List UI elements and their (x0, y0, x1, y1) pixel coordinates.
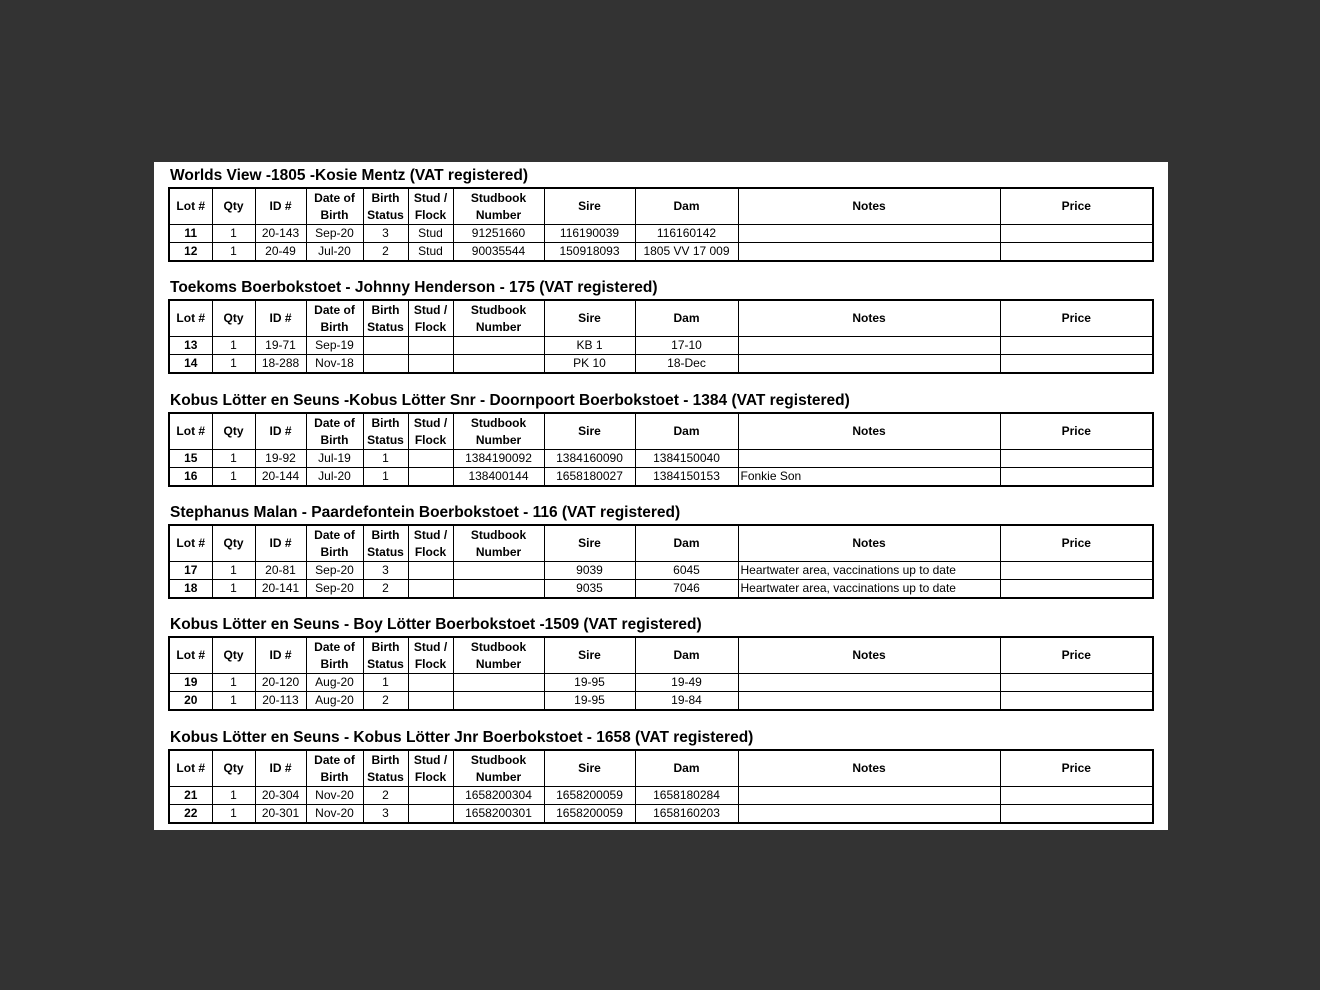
column-header-id-number: ID # (255, 525, 306, 562)
cell-qty: 1 (212, 337, 255, 355)
cell-id-number: 20-143 (255, 225, 306, 243)
cell-stud-flock (408, 450, 453, 468)
cell-dam: 1384150153 (635, 468, 738, 487)
cell-qty: 1 (212, 805, 255, 824)
cell-notes: Heartwater area, vaccinations up to date (738, 562, 1000, 580)
cell-id-number: 19-71 (255, 337, 306, 355)
column-header-price: Price (1000, 637, 1153, 674)
cell-id-number: 20-113 (255, 692, 306, 711)
column-header-studbook-number: Studbook Number (453, 637, 544, 674)
cell-price (1000, 450, 1153, 468)
table-row (169, 355, 1153, 374)
cell-stud-flock: Stud (408, 243, 453, 262)
column-header-dam: Dam (635, 413, 738, 450)
cell-dam: 19-84 (635, 692, 738, 711)
cell-stud-flock (408, 787, 453, 805)
cell-studbook-number: 90035544 (453, 243, 544, 262)
cell-sire: 9035 (544, 580, 635, 599)
cell-sire: 1384160090 (544, 450, 635, 468)
column-header-sire: Sire (544, 300, 635, 337)
cell-sire: 116190039 (544, 225, 635, 243)
cell-dam: 19-49 (635, 674, 738, 692)
table-row (169, 243, 1153, 262)
table-row (169, 692, 1153, 711)
cell-id-number: 20-304 (255, 787, 306, 805)
table-header-row (169, 637, 1153, 674)
cell-studbook-number: 1658200301 (453, 805, 544, 824)
cell-id-number: 20-301 (255, 805, 306, 824)
cell-lot-number: 16 (169, 468, 212, 487)
cell-id-number: 19-92 (255, 450, 306, 468)
column-header-stud-flock: Stud / Flock (408, 300, 453, 337)
table-row (169, 674, 1153, 692)
cell-notes (738, 450, 1000, 468)
cell-birth-status: 1 (363, 674, 408, 692)
seller-section (168, 390, 1154, 487)
cell-lot-number: 11 (169, 225, 212, 243)
column-header-price: Price (1000, 188, 1153, 225)
cell-price (1000, 674, 1153, 692)
cell-notes (738, 692, 1000, 711)
column-header-date-of-birth: Date of Birth (306, 525, 363, 562)
cell-birth-status (363, 355, 408, 374)
column-header-price: Price (1000, 525, 1153, 562)
column-header-studbook-number: Studbook Number (453, 413, 544, 450)
column-header-id-number: ID # (255, 300, 306, 337)
cell-price (1000, 692, 1153, 711)
cell-studbook-number: 91251660 (453, 225, 544, 243)
cell-date-of-birth: Sep-20 (306, 225, 363, 243)
cell-lot-number: 22 (169, 805, 212, 824)
cell-lot-number: 20 (169, 692, 212, 711)
cell-dam: 1658180284 (635, 787, 738, 805)
cell-studbook-number (453, 337, 544, 355)
column-header-studbook-number: Studbook Number (453, 300, 544, 337)
column-header-birth-status: Birth Status (363, 188, 408, 225)
cell-notes (738, 674, 1000, 692)
cell-dam: 17-10 (635, 337, 738, 355)
cell-sire: 19-95 (544, 692, 635, 711)
column-header-qty: Qty (212, 525, 255, 562)
cell-sire: 1658180027 (544, 468, 635, 487)
cell-dam: 18-Dec (635, 355, 738, 374)
column-header-studbook-number: Studbook Number (453, 188, 544, 225)
cell-qty: 1 (212, 562, 255, 580)
cell-price (1000, 805, 1153, 824)
column-header-stud-flock: Stud / Flock (408, 188, 453, 225)
cell-price (1000, 337, 1153, 355)
column-header-lot-number: Lot # (169, 188, 212, 225)
column-header-dam: Dam (635, 750, 738, 787)
cell-qty: 1 (212, 225, 255, 243)
cell-sire: 1658200059 (544, 805, 635, 824)
cell-dam: 116160142 (635, 225, 738, 243)
cell-stud-flock (408, 805, 453, 824)
table-row (169, 787, 1153, 805)
seller-title: Kobus Lötter en Seuns - Kobus Lötter Jnr Boerbokstoet - 1658 (VAT registered) (170, 729, 754, 746)
table-header-row (169, 188, 1153, 225)
cell-notes (738, 225, 1000, 243)
cell-studbook-number: 1658200304 (453, 787, 544, 805)
column-header-sire: Sire (544, 750, 635, 787)
cell-notes: Fonkie Son (738, 468, 1000, 487)
seller-section (168, 614, 1154, 711)
cell-notes (738, 787, 1000, 805)
cell-qty: 1 (212, 692, 255, 711)
cell-qty: 1 (212, 787, 255, 805)
cell-qty: 1 (212, 468, 255, 487)
seller-section (168, 165, 1154, 262)
table-header-row (169, 413, 1153, 450)
lots-table (168, 412, 1154, 487)
cell-id-number: 20-49 (255, 243, 306, 262)
column-header-lot-number: Lot # (169, 413, 212, 450)
table-row (169, 580, 1153, 599)
column-header-lot-number: Lot # (169, 750, 212, 787)
cell-stud-flock (408, 337, 453, 355)
cell-birth-status: 1 (363, 468, 408, 487)
column-header-qty: Qty (212, 300, 255, 337)
cell-studbook-number (453, 580, 544, 599)
cell-sire: PK 10 (544, 355, 635, 374)
column-header-qty: Qty (212, 750, 255, 787)
cell-id-number: 20-144 (255, 468, 306, 487)
table-row (169, 805, 1153, 824)
cell-studbook-number (453, 562, 544, 580)
cell-stud-flock (408, 580, 453, 599)
column-header-stud-flock: Stud / Flock (408, 413, 453, 450)
cell-qty: 1 (212, 450, 255, 468)
cell-date-of-birth: Jul-19 (306, 450, 363, 468)
cell-birth-status: 3 (363, 225, 408, 243)
seller-section (168, 502, 1154, 599)
column-header-birth-status: Birth Status (363, 413, 408, 450)
column-header-id-number: ID # (255, 750, 306, 787)
seller-section (168, 727, 1154, 824)
cell-sire: 9039 (544, 562, 635, 580)
seller-section (168, 277, 1154, 374)
column-header-stud-flock: Stud / Flock (408, 525, 453, 562)
cell-studbook-number (453, 355, 544, 374)
cell-stud-flock (408, 355, 453, 374)
cell-sire: 19-95 (544, 674, 635, 692)
column-header-qty: Qty (212, 188, 255, 225)
table-header-row (169, 300, 1153, 337)
catalogue-page (154, 162, 1168, 830)
column-header-dam: Dam (635, 637, 738, 674)
column-header-qty: Qty (212, 637, 255, 674)
cell-stud-flock (408, 692, 453, 711)
column-header-birth-status: Birth Status (363, 525, 408, 562)
column-header-studbook-number: Studbook Number (453, 525, 544, 562)
column-header-date-of-birth: Date of Birth (306, 188, 363, 225)
cell-birth-status: 2 (363, 243, 408, 262)
cell-birth-status: 1 (363, 450, 408, 468)
cell-lot-number: 18 (169, 580, 212, 599)
seller-title: Stephanus Malan - Paardefontein Boerbokstoet - 116 (VAT registered) (170, 504, 681, 521)
column-header-lot-number: Lot # (169, 637, 212, 674)
table-row (169, 468, 1153, 487)
column-header-notes: Notes (738, 750, 1000, 787)
cell-notes (738, 805, 1000, 824)
lots-table (168, 187, 1154, 262)
cell-lot-number: 21 (169, 787, 212, 805)
column-header-price: Price (1000, 300, 1153, 337)
column-header-lot-number: Lot # (169, 300, 212, 337)
cell-date-of-birth: Sep-19 (306, 337, 363, 355)
cell-price (1000, 468, 1153, 487)
table-header-row (169, 750, 1153, 787)
cell-lot-number: 13 (169, 337, 212, 355)
cell-lot-number: 14 (169, 355, 212, 374)
cell-stud-flock (408, 674, 453, 692)
lots-table (168, 524, 1154, 599)
cell-notes (738, 337, 1000, 355)
cell-birth-status: 3 (363, 805, 408, 824)
cell-notes (738, 355, 1000, 374)
column-header-dam: Dam (635, 300, 738, 337)
seller-title: Worlds View -1805 -Kosie Mentz (VAT registered) (170, 167, 529, 184)
cell-notes (738, 243, 1000, 262)
cell-qty: 1 (212, 355, 255, 374)
column-header-id-number: ID # (255, 188, 306, 225)
column-header-stud-flock: Stud / Flock (408, 750, 453, 787)
cell-date-of-birth: Nov-20 (306, 787, 363, 805)
column-header-sire: Sire (544, 413, 635, 450)
table-row (169, 225, 1153, 243)
seller-title: Toekoms Boerbokstoet - Johnny Henderson - 175 (VAT registered) (170, 279, 658, 296)
cell-lot-number: 15 (169, 450, 212, 468)
table-row (169, 562, 1153, 580)
cell-birth-status: 3 (363, 562, 408, 580)
cell-dam: 1658160203 (635, 805, 738, 824)
cell-birth-status: 2 (363, 787, 408, 805)
cell-id-number: 20-81 (255, 562, 306, 580)
cell-stud-flock: Stud (408, 225, 453, 243)
column-header-date-of-birth: Date of Birth (306, 300, 363, 337)
column-header-id-number: ID # (255, 413, 306, 450)
column-header-notes: Notes (738, 413, 1000, 450)
cell-studbook-number: 138400144 (453, 468, 544, 487)
column-header-notes: Notes (738, 525, 1000, 562)
lots-table (168, 749, 1154, 824)
cell-lot-number: 19 (169, 674, 212, 692)
column-header-dam: Dam (635, 525, 738, 562)
column-header-qty: Qty (212, 413, 255, 450)
cell-qty: 1 (212, 580, 255, 599)
cell-id-number: 20-141 (255, 580, 306, 599)
column-header-birth-status: Birth Status (363, 750, 408, 787)
seller-title: Kobus Lötter en Seuns - Boy Lötter Boerbokstoet -1509 (VAT registered) (170, 616, 702, 633)
cell-sire: 150918093 (544, 243, 635, 262)
column-header-dam: Dam (635, 188, 738, 225)
cell-birth-status: 2 (363, 692, 408, 711)
column-header-studbook-number: Studbook Number (453, 750, 544, 787)
cell-price (1000, 225, 1153, 243)
column-header-date-of-birth: Date of Birth (306, 750, 363, 787)
column-header-date-of-birth: Date of Birth (306, 637, 363, 674)
cell-dam: 6045 (635, 562, 738, 580)
cell-date-of-birth: Sep-20 (306, 580, 363, 599)
column-header-price: Price (1000, 413, 1153, 450)
cell-notes: Heartwater area, vaccinations up to date (738, 580, 1000, 599)
column-header-id-number: ID # (255, 637, 306, 674)
column-header-sire: Sire (544, 188, 635, 225)
cell-studbook-number (453, 692, 544, 711)
cell-price (1000, 580, 1153, 599)
cell-date-of-birth: Nov-18 (306, 355, 363, 374)
cell-date-of-birth: Jul-20 (306, 468, 363, 487)
cell-lot-number: 12 (169, 243, 212, 262)
cell-date-of-birth: Aug-20 (306, 692, 363, 711)
column-header-birth-status: Birth Status (363, 637, 408, 674)
cell-lot-number: 17 (169, 562, 212, 580)
cell-id-number: 20-120 (255, 674, 306, 692)
cell-qty: 1 (212, 243, 255, 262)
cell-date-of-birth: Aug-20 (306, 674, 363, 692)
cell-sire: KB 1 (544, 337, 635, 355)
cell-qty: 1 (212, 674, 255, 692)
column-header-lot-number: Lot # (169, 525, 212, 562)
cell-birth-status (363, 337, 408, 355)
cell-price (1000, 243, 1153, 262)
cell-price (1000, 562, 1153, 580)
column-header-date-of-birth: Date of Birth (306, 413, 363, 450)
seller-title: Kobus Lötter en Seuns -Kobus Lötter Snr - Doornpoort Boerbokstoet - 1384 (VAT registered) (170, 392, 850, 409)
cell-price (1000, 355, 1153, 374)
column-header-birth-status: Birth Status (363, 300, 408, 337)
column-header-notes: Notes (738, 300, 1000, 337)
cell-studbook-number: 1384190092 (453, 450, 544, 468)
cell-dam: 1805 VV 17 009 (635, 243, 738, 262)
cell-id-number: 18-288 (255, 355, 306, 374)
column-header-stud-flock: Stud / Flock (408, 637, 453, 674)
cell-date-of-birth: Nov-20 (306, 805, 363, 824)
cell-date-of-birth: Sep-20 (306, 562, 363, 580)
cell-studbook-number (453, 674, 544, 692)
cell-dam: 7046 (635, 580, 738, 599)
table-row (169, 450, 1153, 468)
table-header-row (169, 525, 1153, 562)
column-header-sire: Sire (544, 637, 635, 674)
cell-sire: 1658200059 (544, 787, 635, 805)
cell-date-of-birth: Jul-20 (306, 243, 363, 262)
column-header-price: Price (1000, 750, 1153, 787)
column-header-sire: Sire (544, 525, 635, 562)
cell-stud-flock (408, 468, 453, 487)
cell-stud-flock (408, 562, 453, 580)
column-header-notes: Notes (738, 188, 1000, 225)
column-header-notes: Notes (738, 637, 1000, 674)
lots-table (168, 299, 1154, 374)
cell-price (1000, 787, 1153, 805)
table-row (169, 337, 1153, 355)
lots-table (168, 636, 1154, 711)
cell-birth-status: 2 (363, 580, 408, 599)
cell-dam: 1384150040 (635, 450, 738, 468)
